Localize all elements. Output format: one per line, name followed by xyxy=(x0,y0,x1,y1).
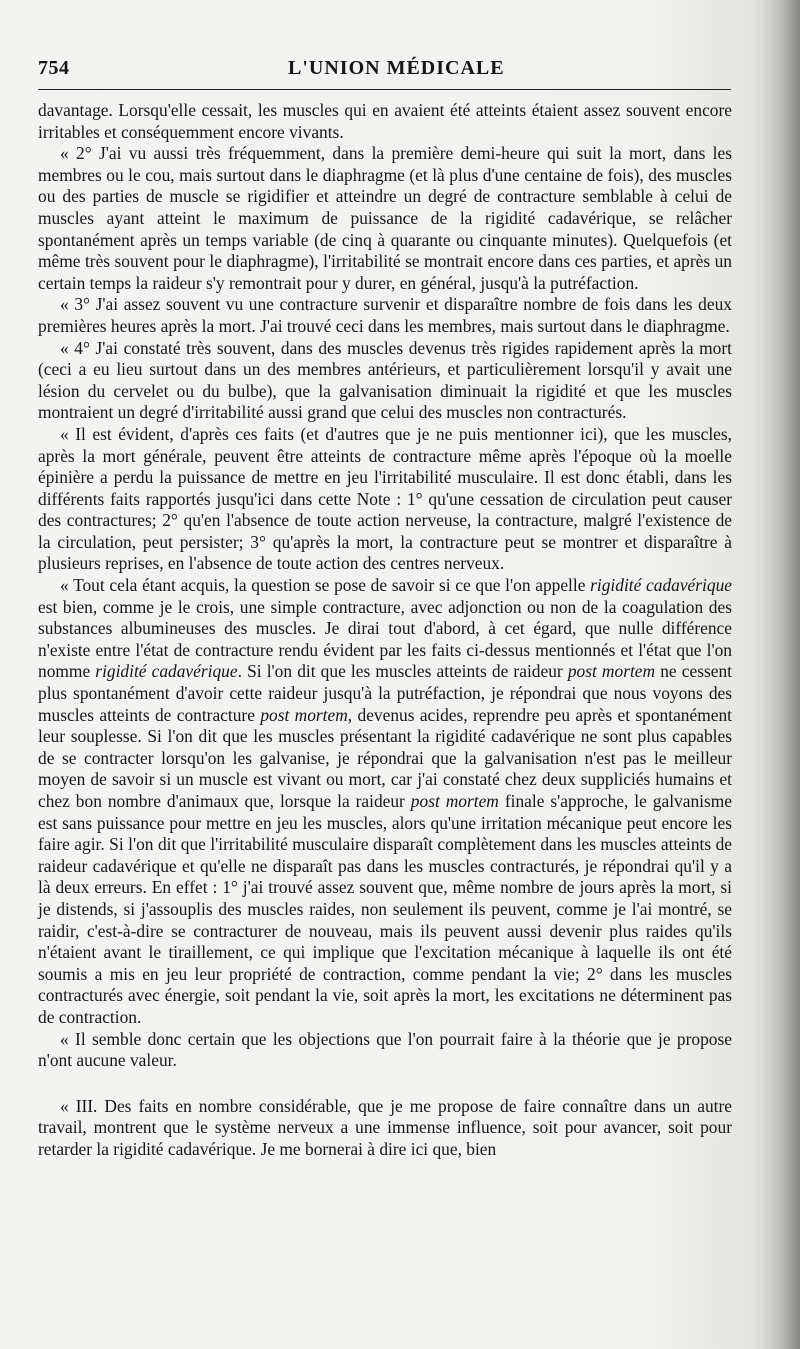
article-body xyxy=(38,100,732,1161)
paragraph xyxy=(38,575,732,1028)
italic-term: post mortem xyxy=(260,704,348,725)
paragraph: « 4° J'ai constaté très souvent, dans des muscles devenus très rigides rapidement après la mort (ceci a eu lieu surtout dans un des membres antérieurs, et particulièrement lorsqu'il y avait une lésion du cervelet ou du bulbe), que la galvanisation diminuait la rigidité et que les muscles montraient un degré d'irritabilité aussi grand que celui des muscles non contracturés. xyxy=(38,337,732,423)
italic-term: rigidité cadavérique xyxy=(590,575,732,596)
text-run: finale s'approche, le galvanisme est sans puissance pour mettre en jeu les muscles, alors qu'une irritation mécanique peut encore les faire agir. Si l'on dit que l'irritabilité musculaire disparaît complètement dans les muscles atteints de raideur cadavérique et qu'elle ne disparaît pas dans les muscles contracturés, je répondrai qu'il y a là deux erreurs. En effet : 1° j'ai trouvé assez souvent que, même nombre de jours après la mort, si je distends, si j'assouplis des muscles raides, non seulement ils peuvent, comme je l'ai montré, se raidir, c'est-à-dire se contracturer de nouveau, mais ils peuvent aussi devenir plus raides qu'ils n'étaient avant le tiraillement, ce qui implique que l'excitation mécanique à laquelle ils ont été soumis a mis en jeu leur propriété de contraction, comme pendant la vie; 2° dans les muscles contracturés avec énergie, soit pendant la vie, soit après la mort, les excitations ne déterminent pas de contraction. xyxy=(38,791,732,1027)
italic-term: post mortem xyxy=(567,661,656,682)
paragraph: « 3° J'ai assez souvent vu une contracture survenir et disparaître nombre de fois dans les deux premières heures après la mort. J'ai trouvé ceci dans les membres, mais surtout dans le diaphragme. xyxy=(38,294,732,336)
header-rule xyxy=(38,89,731,90)
paragraph: « Il semble donc certain que les objections que l'on pourrait faire à la théorie que je propose n'ont aucune valeur. xyxy=(38,1028,732,1071)
italic-term: rigidité cadavérique xyxy=(95,661,238,682)
page-header xyxy=(38,57,730,83)
italic-term: post mortem xyxy=(410,791,499,811)
page-number: 754 xyxy=(38,57,70,79)
paragraph: davantage. Lorsqu'elle cessait, les muscles qui en avaient été atteints étaient assez souvent encore irritables et conséquemment encore vivants. xyxy=(38,100,732,142)
text-run: . Si l'on dit que les muscles atteints de raideur xyxy=(237,661,568,682)
paragraph: « Il est évident, d'après ces faits (et d'autres que je ne puis mentionner ici), que les muscles, après la mort générale, peuvent être atteints de contracture même après l'époque où la moelle épinière a perdu la puissance de mettre en jeu l'irritabilité musculaire. Il est donc établi, dans les différents faits rapportés jusqu'ici dans cette Note : 1° qu'une cessation de circulation peut causer des contractures; 2° qu'en l'absence de toute action nerveuse, la contracture, malgré l'existence de la circulation, peut persister; 3° qu'après la mort, la contracture peut se montrer et disparaître à plusieurs reprises, en l'absence de toute action des centres nerveux. xyxy=(38,423,732,574)
page-edge-shadow xyxy=(762,0,800,1349)
text-run: ne cessent plus spontanément d'avoir cette raideur jusqu'à la putréfaction, je répondrai que nous voyons des muscles atteints de contracture xyxy=(38,661,732,725)
section-paragraph: « III. Des faits en nombre considérable, que je me propose de faire connaître dans un autre travail, montrent que le système nerveux a une immense influence, soit pour avancer, soit pour retarder la rigidité cadavérique. Je me bornerai à dire ici que, bien xyxy=(38,1095,732,1159)
running-title: L'UNION MÉDICALE xyxy=(288,57,505,79)
text-run: , devenus acides, reprendre peu après et spontanément leur souplesse. Si l'on dit que les muscles présentant la rigidité cadavérique ne sont plus capables de se contracter lorsqu'on les galvanise, je répondrai que la galvanisation n'est pas le meilleur moyen de savoir si un muscle est vivant ou mort, car j'ai constaté chez deux suppliciés humains et chez bon nombre d'animaux que, lorsque la raideur xyxy=(38,704,732,811)
text-run: « Tout cela étant acquis, la question se pose de savoir si ce que l'on appelle xyxy=(60,575,591,596)
text-run: est bien, comme je le crois, une simple contracture, avec adjonction ou non de la coagulation des substances albumineuses des muscles. Je dirai tout d'abord, à cet égard, que nulle différence n'existe entre l'état de contracture rendu évident par les faits ci-dessus mentionnés et l'état que l'on nomme xyxy=(38,596,732,682)
paragraph: « 2° J'ai vu aussi très fréquemment, dans la première demi-heure qui suit la mort, dans les membres ou le cou, mais surtout dans le diaphragme (et là plus d'une centaine de fois), des muscles ou des parties de muscle se rigidifier et atteindre un degré de contracture semblable à celui de muscles ayant atteint le maximum de puissance de la rigidité cadavérique, se relâcher spontanément après un temps variable (de cinq à quarante ou cinquante minutes). Quelquefois (et même très souvent pour le diaphragme), l'irritabilité se montrait encore dans ces parties, et après un certain temps la raideur s'y remontrait pour y durer, en général, jusqu'à la putréfaction. xyxy=(38,143,732,293)
